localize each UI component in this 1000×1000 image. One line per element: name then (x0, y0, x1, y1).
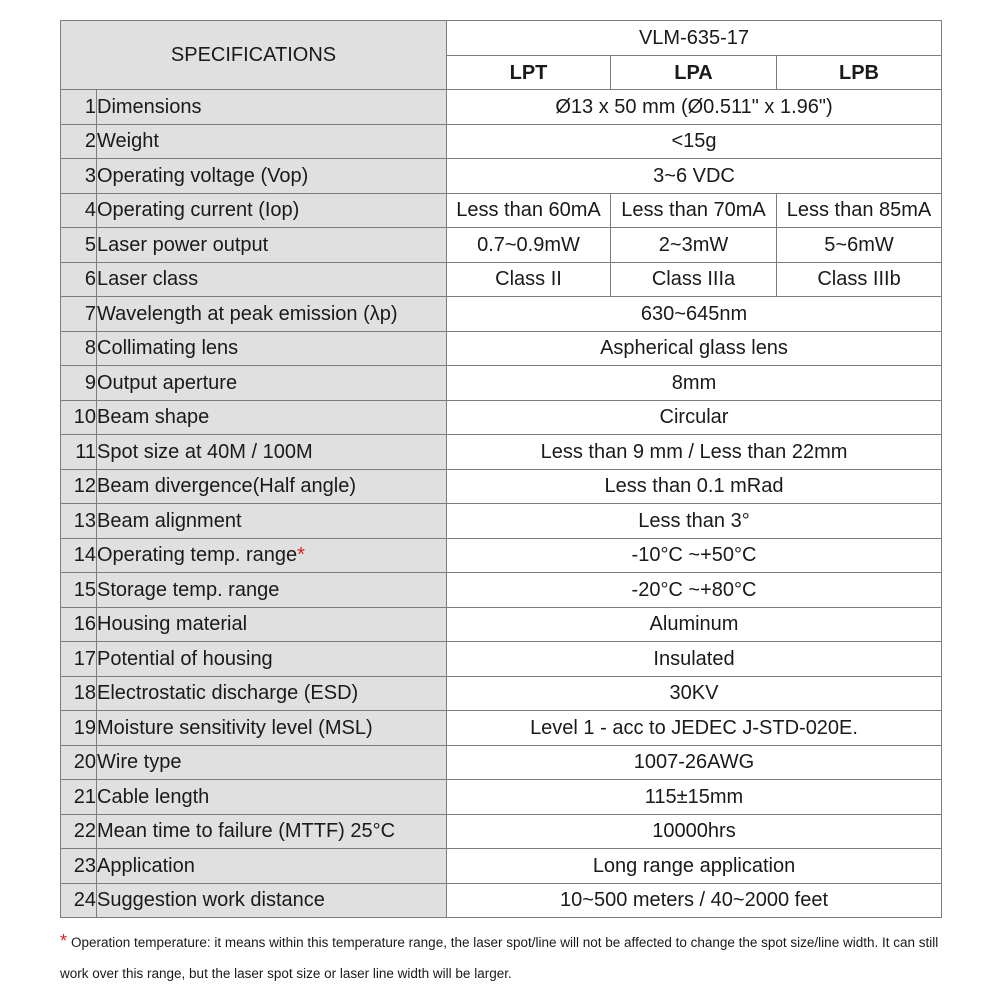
spec-value: Level 1 - acc to JEDEC J-STD-020E. (447, 711, 942, 746)
footnote-text: Operation temperature: it means within this temperature range, the laser spot/line will not be affected to change the spot size/line width. It can still work over this range, but the laser spot size or laser line width will be larger. (60, 935, 939, 981)
table-row (61, 159, 942, 194)
spec-name (97, 90, 447, 125)
spec-value: Less than 9 mm / Less than 22mm (447, 435, 942, 470)
table-row (61, 297, 942, 332)
table-row (61, 607, 942, 642)
spec-name-text: Moisture sensitivity level (MSL) (97, 716, 373, 739)
row-number: 24 (61, 883, 97, 918)
spec-name (97, 745, 447, 780)
spec-name-text: Potential of housing (97, 647, 273, 670)
spec-name (97, 849, 447, 884)
footnote (60, 926, 940, 989)
spec-value: 10~500 meters / 40~2000 feet (447, 883, 942, 918)
table-row (61, 676, 942, 711)
spec-name-text: Wavelength at peak emission (λp) (97, 302, 398, 325)
table-row (61, 331, 942, 366)
table-row (61, 504, 942, 539)
variant-header-lpb: LPB (777, 56, 942, 90)
spec-name-text: Operating current (Iop) (97, 199, 300, 222)
spec-name (97, 159, 447, 194)
spec-name (97, 814, 447, 849)
table-row (61, 90, 942, 125)
spec-value-variant: 5~6mW (777, 228, 942, 263)
specifications-header: SPECIFICATIONS (61, 21, 447, 90)
row-number: 22 (61, 814, 97, 849)
spec-name (97, 262, 447, 297)
row-number: 10 (61, 400, 97, 435)
spec-name (97, 228, 447, 263)
footnote-asterisk: * (60, 931, 68, 951)
table-row (61, 193, 942, 228)
spec-name (97, 331, 447, 366)
row-number: 11 (61, 435, 97, 470)
spec-value: Less than 3° (447, 504, 942, 539)
row-number: 3 (61, 159, 97, 194)
spec-value: Aluminum (447, 607, 942, 642)
row-number: 6 (61, 262, 97, 297)
spec-name-text: Cable length (97, 785, 210, 808)
spec-value: Less than 0.1 mRad (447, 469, 942, 504)
spec-name (97, 607, 447, 642)
table-row (61, 469, 942, 504)
table-row (61, 711, 942, 746)
spec-name-text: Mean time to failure (MTTF) 25°C (97, 820, 396, 843)
spec-name (97, 573, 447, 608)
row-number: 13 (61, 504, 97, 539)
variant-header-lpa: LPA (611, 56, 777, 90)
spec-value-variant: Class IIIb (777, 262, 942, 297)
spec-value: -10°C ~+50°C (447, 538, 942, 573)
table-row (61, 780, 942, 815)
spec-value-variant: 0.7~0.9mW (447, 228, 611, 263)
spec-value: 1007-26AWG (447, 745, 942, 780)
specifications-table (60, 20, 942, 918)
spec-name (97, 297, 447, 332)
spec-name-text: Spot size at 40M / 100M (97, 440, 313, 463)
model-header: VLM-635-17 (447, 21, 942, 56)
row-number: 14 (61, 538, 97, 573)
row-number: 2 (61, 124, 97, 159)
table-row (61, 262, 942, 297)
spec-value: 3~6 VDC (447, 159, 942, 194)
spec-name (97, 711, 447, 746)
spec-value: 30KV (447, 676, 942, 711)
spec-name-text: Beam divergence(Half angle) (97, 475, 357, 498)
spec-name (97, 642, 447, 677)
spec-name (97, 124, 447, 159)
spec-name-text: Housing material (97, 613, 248, 636)
row-number: 7 (61, 297, 97, 332)
spec-value: Ø13 x 50 mm (Ø0.511" x 1.96") (447, 90, 942, 125)
spec-name (97, 504, 447, 539)
spec-name-text: Output aperture (97, 371, 238, 394)
spec-name (97, 676, 447, 711)
row-number: 8 (61, 331, 97, 366)
spec-name (97, 366, 447, 401)
spec-value: -20°C ~+80°C (447, 573, 942, 608)
spec-name (97, 193, 447, 228)
table-row (61, 814, 942, 849)
table-row (61, 435, 942, 470)
table-row (61, 366, 942, 401)
footnote-marker: * (297, 544, 305, 567)
row-number: 20 (61, 745, 97, 780)
spec-name (97, 400, 447, 435)
table-row (61, 883, 942, 918)
row-number: 16 (61, 607, 97, 642)
spec-value-variant: Less than 70mA (611, 193, 777, 228)
spec-name-text: Storage temp. range (97, 578, 280, 601)
table-row (61, 849, 942, 884)
spec-name-text: Beam alignment (97, 509, 242, 532)
spec-value: Circular (447, 400, 942, 435)
spec-name-text: Suggestion work distance (97, 889, 325, 912)
spec-value-variant: 2~3mW (611, 228, 777, 263)
spec-value-variant: Class IIIa (611, 262, 777, 297)
row-number: 15 (61, 573, 97, 608)
spec-name (97, 538, 447, 573)
table-row (61, 228, 942, 263)
spec-value: 630~645nm (447, 297, 942, 332)
spec-name (97, 435, 447, 470)
spec-name-text: Laser power output (97, 233, 269, 256)
spec-value: 8mm (447, 366, 942, 401)
spec-name-text: Beam shape (97, 406, 210, 429)
spec-value: 10000hrs (447, 814, 942, 849)
table-row (61, 745, 942, 780)
spec-name (97, 883, 447, 918)
table-row (61, 538, 942, 573)
row-number: 21 (61, 780, 97, 815)
spec-value: 115±15mm (447, 780, 942, 815)
spec-name-text: Laser class (97, 268, 199, 291)
row-number: 17 (61, 642, 97, 677)
table-row (61, 573, 942, 608)
row-number: 19 (61, 711, 97, 746)
spec-value-variant: Less than 85mA (777, 193, 942, 228)
row-number: 4 (61, 193, 97, 228)
spec-name-text: Dimensions (97, 95, 202, 118)
spec-value: Aspherical glass lens (447, 331, 942, 366)
row-number: 18 (61, 676, 97, 711)
spec-name-text: Electrostatic discharge (ESD) (97, 682, 359, 705)
spec-rows (61, 90, 942, 918)
table-row (61, 400, 942, 435)
spec-name-text: Wire type (97, 751, 182, 774)
spec-name-text: Collimating lens (97, 337, 239, 360)
row-number: 12 (61, 469, 97, 504)
table-row (61, 642, 942, 677)
spec-name (97, 469, 447, 504)
variant-header-lpt: LPT (447, 56, 611, 90)
row-number: 5 (61, 228, 97, 263)
row-number: 9 (61, 366, 97, 401)
spec-value-variant: Less than 60mA (447, 193, 611, 228)
spec-name-text: Weight (97, 130, 159, 153)
row-number: 23 (61, 849, 97, 884)
table-row (61, 124, 942, 159)
spec-name (97, 780, 447, 815)
spec-name-text: Operating temp. range (97, 544, 298, 567)
spec-value: <15g (447, 124, 942, 159)
spec-name-text: Application (97, 854, 195, 877)
spec-value: Long range application (447, 849, 942, 884)
spec-name-text: Operating voltage (Vop) (97, 164, 309, 187)
spec-value-variant: Class II (447, 262, 611, 297)
spec-value: Insulated (447, 642, 942, 677)
row-number: 1 (61, 90, 97, 125)
